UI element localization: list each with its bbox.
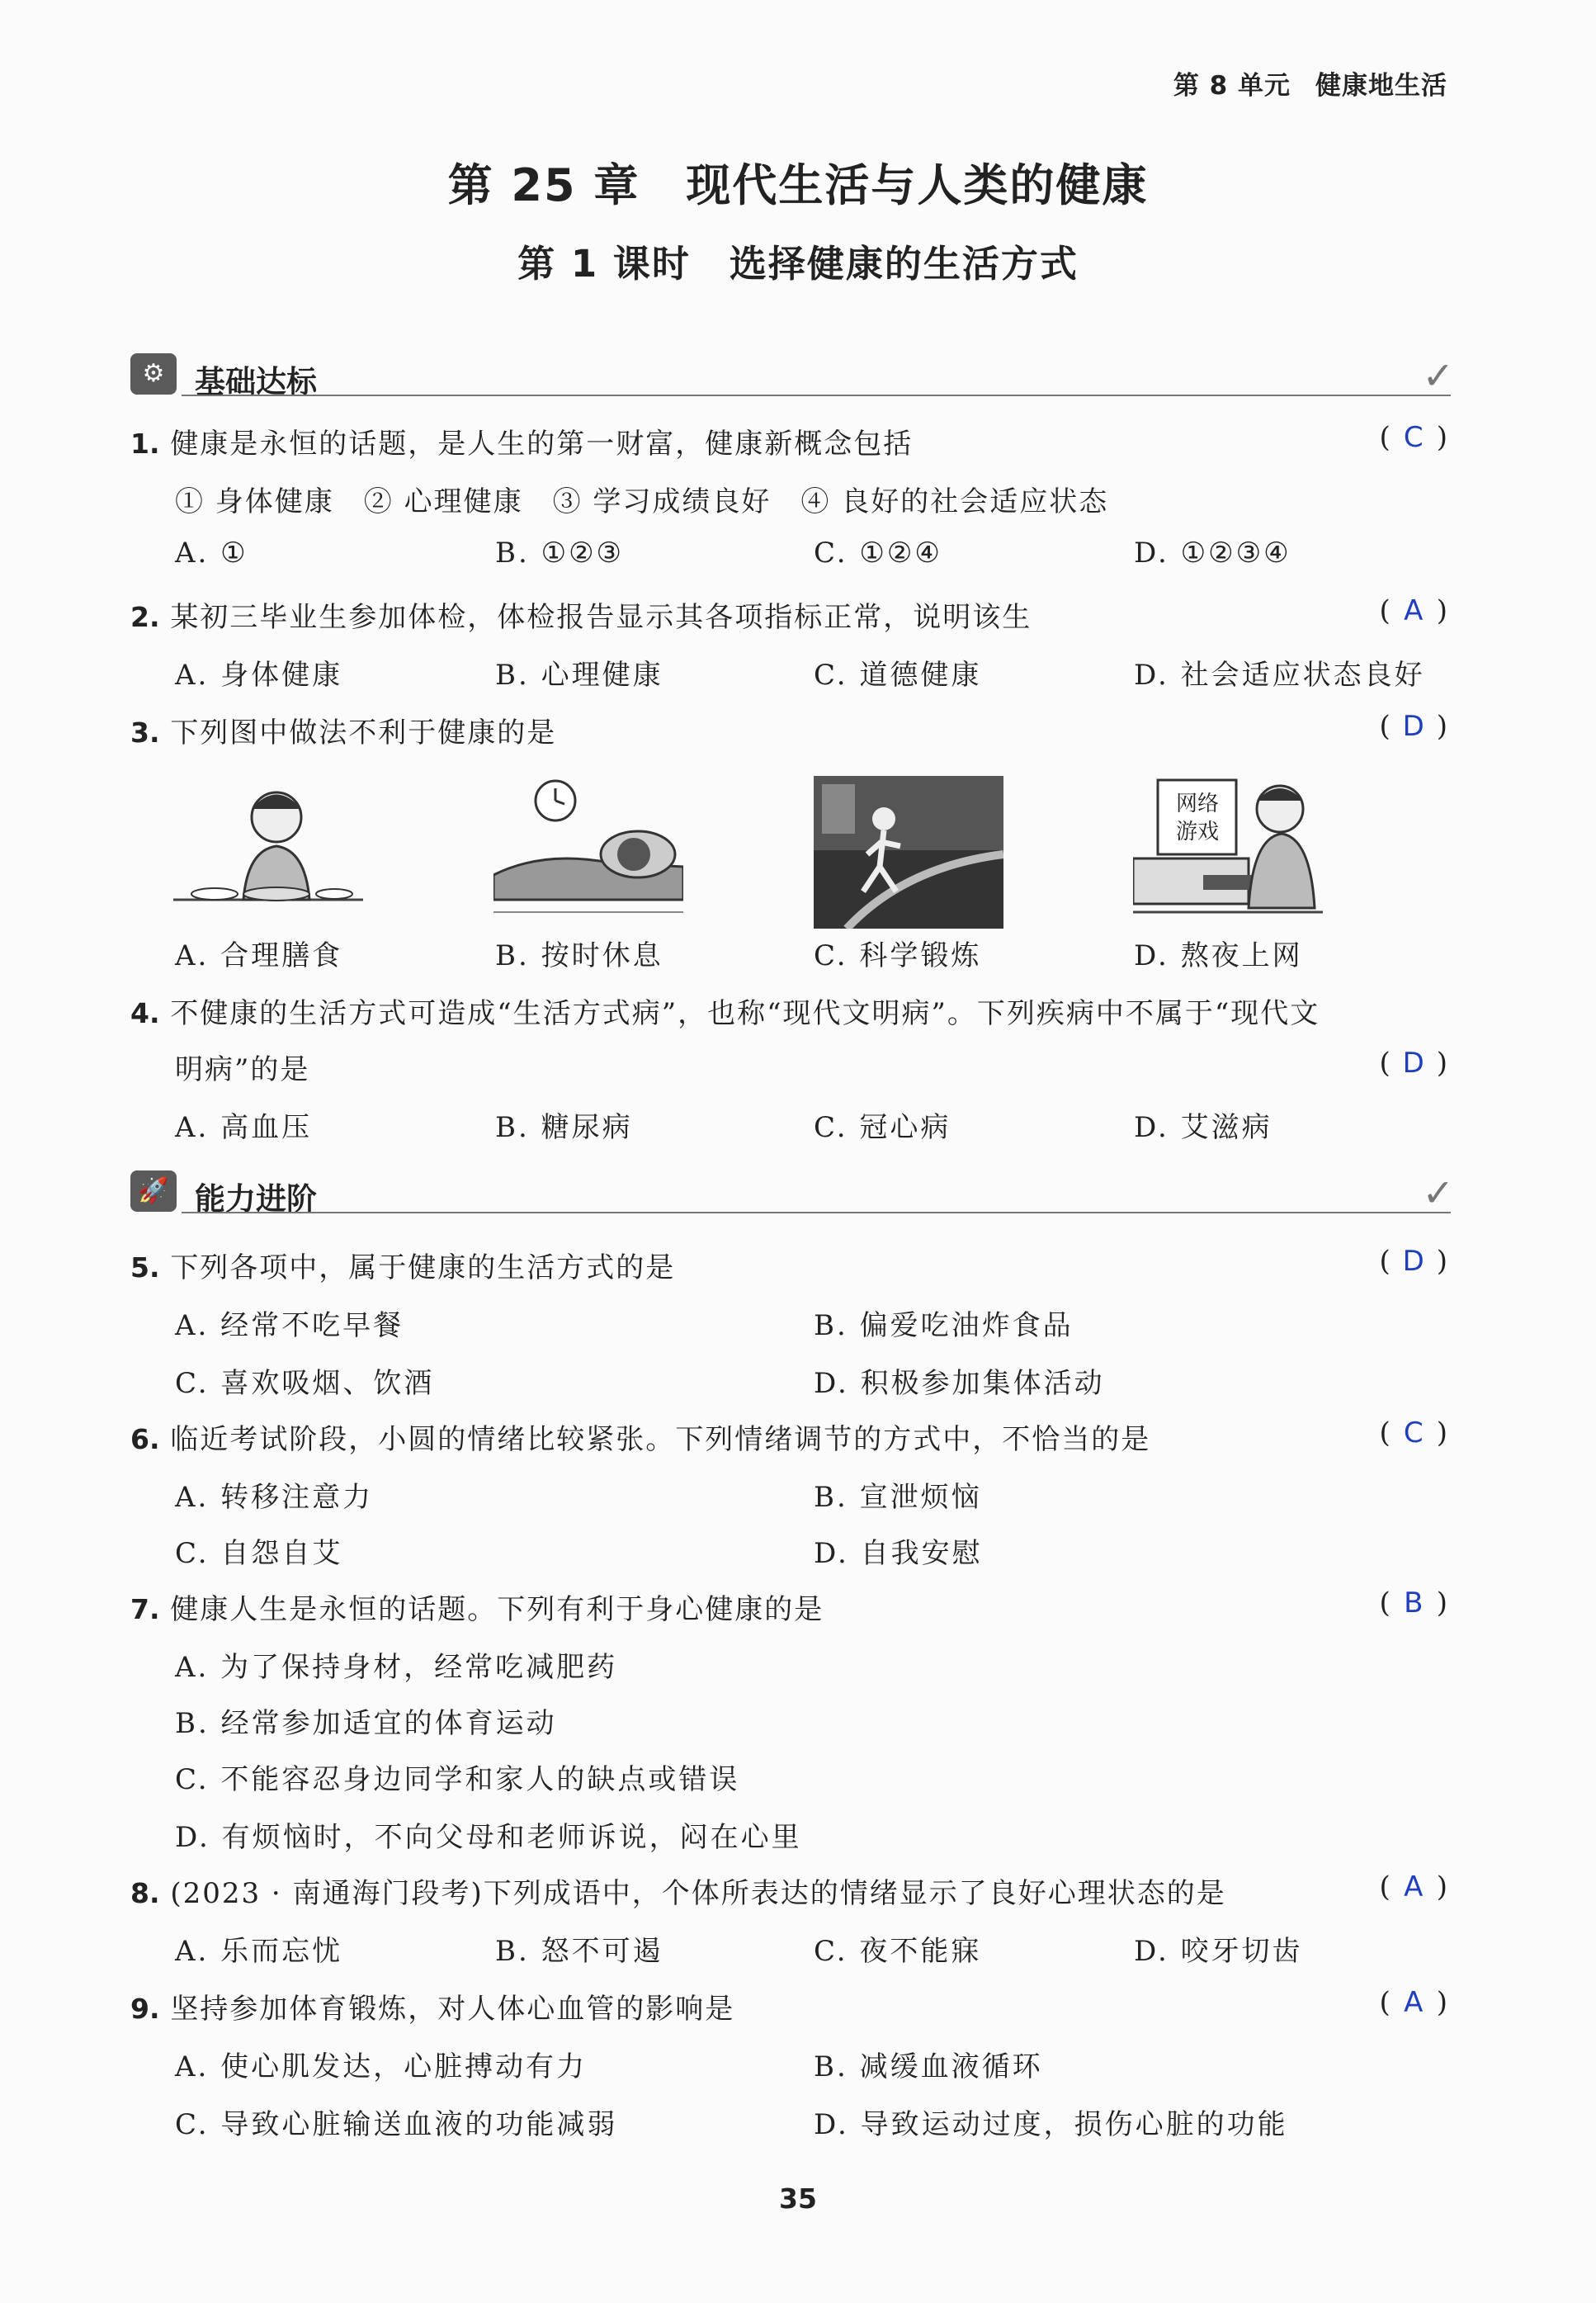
rocket-icon: 🚀 [130,1170,177,1212]
question-4-stem-cont: 明病”的是 [175,1053,310,1086]
question-number: 6. [130,1423,160,1455]
screen-text-top: 网络 [1175,792,1220,816]
answer-2: A [1404,594,1424,627]
option-a: A. 身体健康 [175,659,343,692]
option-b: B. 宣泄烦恼 [814,1481,982,1514]
option-c: C. 喜欢吸烟、饮酒 [175,1367,435,1400]
question-stem: (2023 · 南通海门段考)下列成语中，个体所表达的情绪显示了良好心理状态的是 [170,1877,1226,1910]
option-c: C. 道德健康 [814,659,982,692]
option-d: D. 自我安慰 [814,1537,983,1570]
option-c: C. 科学锻炼 [814,939,982,972]
exercising-picture [814,776,1003,929]
section-advanced-label: 能力进阶 [195,1181,317,1217]
question-number: 2. [130,601,160,633]
option-b: B. 经常参加适宜的体育运动 [175,1707,557,1740]
question-1-items: ① 身体健康 ② 心理健康 ③ 学习成绩良好 ④ 良好的社会适应状态 [175,485,1109,518]
option-c: C. 不能容忍身边同学和家人的缺点或错误 [175,1763,740,1796]
answer-bracket-8: ( A ) [1379,1870,1447,1903]
option-d: D. 艾滋病 [1134,1111,1273,1144]
option-a: A. 高血压 [175,1111,313,1144]
option-d: D. 熬夜上网 [1134,939,1303,972]
section-divider [182,1212,1451,1213]
option-c: C. 夜不能寐 [814,1935,982,1968]
question-stem: 健康是永恒的话题，是人生的第一财富，健康新概念包括 [170,428,914,461]
question-number: 8. [130,1877,160,1909]
option-d: D. 有烦恼时，不向父母和老师诉说，闷在心里 [175,1821,802,1854]
page-header [1149,64,1447,102]
chapter-title: 第 25 章 现代生活与人类的健康 [447,159,1149,211]
option-b: B. 偏爱吃油炸食品 [814,1309,1074,1342]
option-b: B. 按时休息 [495,939,663,972]
page-number: 35 [779,2182,817,2215]
gear-icon: ⚙ [130,353,177,395]
answer-bracket-6: ( C ) [1379,1416,1447,1449]
option-d: D. 咬牙切齿 [1134,1935,1303,1968]
question-stem: 下列各项中，属于健康的生活方式的是 [170,1251,676,1284]
unit-label: 第 8 单元 [1173,71,1291,101]
option-d: D. 社会适应状态良好 [1134,659,1425,692]
question-number: 9. [130,1993,160,2025]
answer-5: D [1402,1245,1424,1278]
answer-9: A [1404,1986,1424,2019]
option-a: A. 为了保持身材，经常吃减肥药 [175,1651,618,1684]
question-3 [130,710,556,750]
screen-text-bottom: 游戏 [1175,820,1220,844]
question-number: 4. [130,997,160,1029]
option-c: C. 冠心病 [814,1111,951,1144]
section-basic [130,353,1454,400]
question-stem: 坚持参加体育锻炼，对人体心血管的影响是 [170,1993,735,2026]
question-1 [130,421,913,461]
option-c: C. ①②④ [814,537,942,570]
answer-bracket-9: ( A ) [1379,1986,1447,2019]
option-a: A. 乐而忘忧 [175,1935,343,1968]
question-stem: 不健康的生活方式可造成“生活方式病”，也称“现代文明病”。下列疾病中不属于“现代文 [170,997,1320,1030]
answer-bracket-5: ( D ) [1379,1245,1447,1278]
answer-bracket-2: ( A ) [1379,594,1447,627]
option-c: C. 导致心脏输送血液的功能减弱 [175,2108,618,2141]
option-c: C. 自怨自艾 [175,1537,343,1570]
option-a: A. ① [175,537,248,570]
question-6 [130,1416,1150,1457]
option-a: A. 使心肌发达，心脏搏动有力 [175,2050,588,2083]
answer-3: D [1402,710,1424,743]
question-number: 5. [130,1251,160,1284]
unit-title: 健康地生活 [1315,71,1447,101]
answer-4: D [1402,1047,1424,1080]
answer-bracket-1: ( C ) [1379,421,1447,454]
section-basic-label: 基础达标 [195,364,317,400]
question-2 [130,594,1032,635]
option-a: A. 合理膳食 [175,939,343,972]
option-b: B. 糖尿病 [495,1111,633,1144]
question-number: 3. [130,716,160,749]
question-number: 7. [130,1593,160,1625]
answer-bracket-4: ( D ) [1379,1047,1447,1080]
option-b: B. 减缓血液循环 [814,2050,1043,2083]
lesson-title: 第 1 课时 选择健康的生活方式 [517,242,1079,286]
question-5 [130,1245,675,1285]
option-d: D. 导致运动过度，损伤心脏的功能 [814,2108,1288,2141]
gaming-picture [1133,776,1323,929]
answer-8: A [1404,1870,1424,1903]
answer-bracket-3: ( D ) [1379,710,1447,743]
option-d: D. 积极参加集体活动 [814,1367,1105,1400]
question-7 [130,1587,824,1627]
answer-6: C [1403,1416,1424,1449]
question-9 [130,1986,734,2026]
question-8 [130,1870,1226,1911]
option-d: D. ①②③④ [1134,537,1291,570]
option-b: B. 心理健康 [495,659,663,692]
option-a: A. 转移注意力 [175,1481,374,1514]
section-advanced [130,1170,1454,1217]
option-a: A. 经常不吃早餐 [175,1309,404,1342]
question-number: 1. [130,428,160,460]
question-stem: 健康人生是永恒的话题。下列有利于身心健康的是 [170,1593,824,1626]
check-icon: ✓ [1422,1170,1454,1215]
question-4 [130,991,1320,1031]
question-stem: 下列图中做法不利于健康的是 [170,716,557,750]
option-b: B. 怒不可遏 [495,1935,663,1968]
question-stem: 某初三毕业生参加体检，体检报告显示其各项指标正常，说明该生 [170,601,1032,634]
option-b: B. ①②③ [495,537,625,570]
answer-1: C [1403,421,1424,454]
section-divider [182,395,1451,396]
answer-bracket-7: ( B ) [1379,1587,1447,1620]
check-icon: ✓ [1422,353,1454,398]
sleeping-picture [493,776,683,929]
eating-picture [173,776,363,929]
answer-7: B [1404,1587,1424,1620]
question-stem: 临近考试阶段，小圆的情绪比较紧张。下列情绪调节的方式中，不恰当的是 [170,1423,1151,1456]
